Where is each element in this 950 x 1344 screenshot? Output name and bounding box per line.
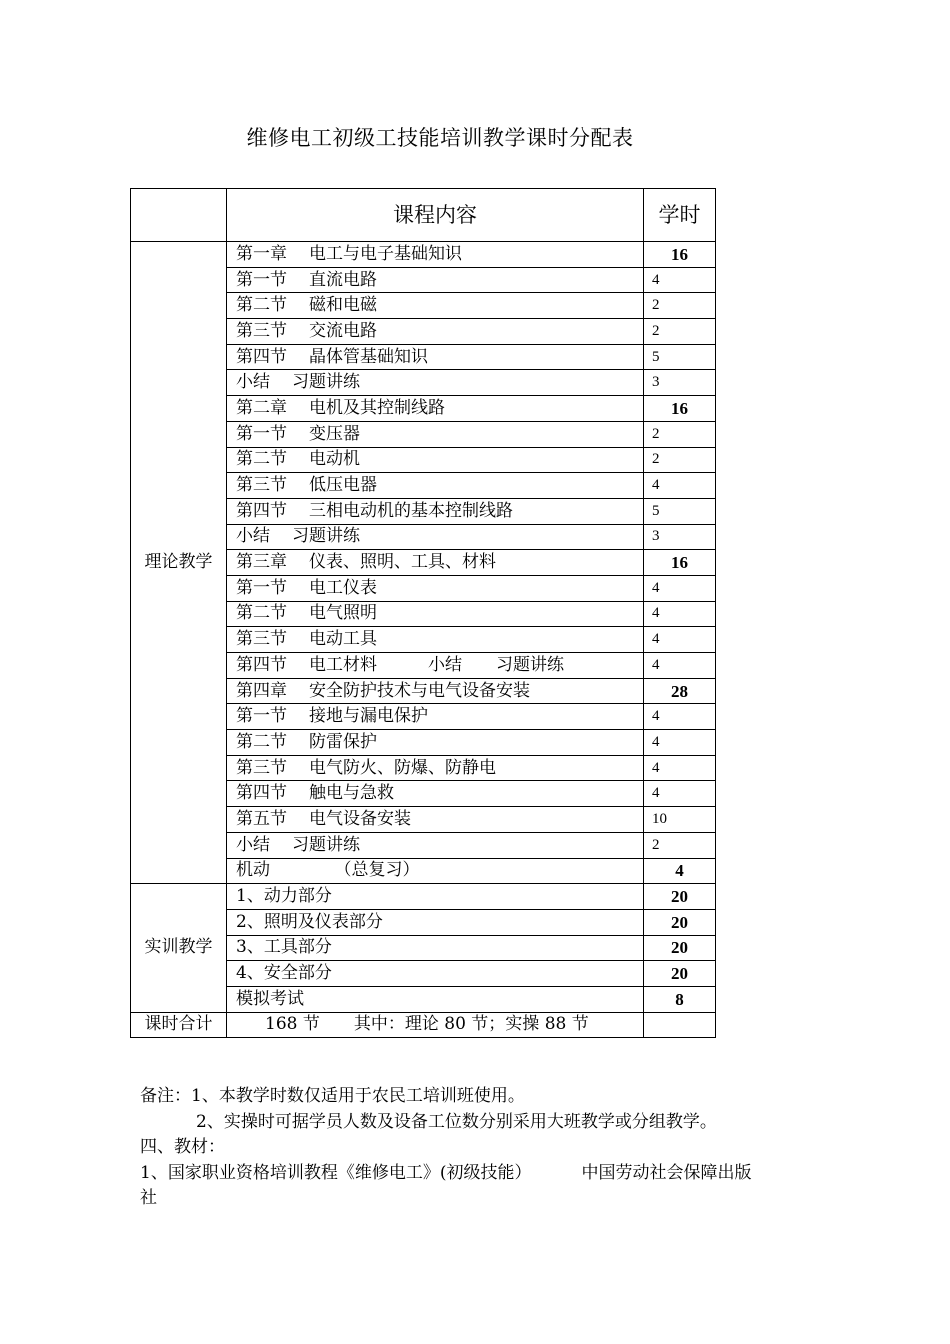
row-text: 触电与急救: [309, 783, 394, 804]
textbook-entry: [140, 1161, 830, 1187]
row-label: 第二节: [236, 295, 287, 316]
row-text: 电工材料 小结 习题讲练: [309, 654, 564, 675]
row-text: 接地与漏电保护: [309, 706, 428, 727]
hours-cell: 8: [644, 986, 716, 1012]
row-label: 第四节: [236, 654, 287, 675]
hours-cell: 4: [644, 473, 716, 499]
hours-cell: 2: [644, 421, 716, 447]
row-text: 电机及其控制线路: [309, 397, 445, 418]
hours-cell: 4: [644, 781, 716, 807]
header-hours-cell: 学时: [644, 189, 716, 242]
hours-cell: 2: [644, 319, 716, 345]
content-cell: [227, 319, 644, 345]
row-label: 第三章: [236, 552, 287, 573]
row-label: 第一节: [236, 423, 287, 444]
content-cell: [227, 832, 644, 858]
content-cell: [227, 498, 644, 524]
content-cell: [227, 807, 644, 833]
hours-cell: 2: [644, 293, 716, 319]
row-label: 第四节: [236, 783, 287, 804]
row-label: 第四节: [236, 500, 287, 521]
row-label: 小结: [236, 526, 270, 547]
content-cell: [227, 730, 644, 756]
hours-cell: 4: [644, 653, 716, 679]
row-label: 第四章: [236, 680, 287, 701]
row-text: 电工与电子基础知识: [309, 243, 462, 264]
hours-cell: 4: [644, 601, 716, 627]
row-text: 电动机: [309, 449, 360, 470]
content-cell: [227, 524, 644, 550]
hours-cell: 20: [644, 935, 716, 961]
textbook-publisher: 中国劳动社会保障出版: [581, 1162, 752, 1183]
header-content-cell: 课程内容: [227, 189, 644, 242]
row-label: 第三节: [236, 475, 287, 496]
total-row: [131, 1012, 716, 1038]
row-text: 仪表、照明、工具、材料: [309, 552, 496, 573]
row-label: 第一章: [236, 243, 287, 264]
hours-cell: 16: [644, 550, 716, 576]
row-label: 第三节: [236, 320, 287, 341]
content-cell: [227, 627, 644, 653]
content-cell: [227, 755, 644, 781]
content-cell: [227, 961, 644, 987]
hours-cell: 4: [644, 627, 716, 653]
hours-cell: 2: [644, 832, 716, 858]
note-line-2: 2、实操时可据学员人数及设备工位数分别采用大班教学或分组教学。: [196, 1111, 717, 1132]
row-label: 第三节: [236, 629, 287, 650]
note-line-1: 备注：1、本教学时数仅适用于农民工培训班使用。: [140, 1086, 525, 1106]
content-cell: [227, 909, 644, 935]
table-row: [131, 884, 716, 910]
content-cell: [227, 447, 644, 473]
category-cell: 理论教学: [131, 242, 227, 884]
row-text: 变压器: [309, 423, 360, 444]
hours-cell: 3: [644, 370, 716, 396]
row-label: 2、照明及仪表部分: [236, 911, 383, 932]
row-label: 第四节: [236, 346, 287, 367]
content-cell: [227, 678, 644, 704]
hours-cell: 4: [644, 730, 716, 756]
row-text: 防雷保护: [309, 731, 377, 752]
textbook-publisher-cont: 社: [140, 1188, 157, 1208]
content-cell: [227, 601, 644, 627]
table-row: [131, 242, 716, 268]
row-text: 习题讲练: [292, 526, 360, 547]
row-label: 3、工具部分: [236, 937, 332, 958]
content-cell: [227, 653, 644, 679]
notes-section: [140, 1084, 830, 1212]
row-text: （总复习）: [292, 860, 420, 881]
content-cell: [227, 858, 644, 884]
hours-cell: 16: [644, 242, 716, 268]
row-label: 第五节: [236, 808, 287, 829]
content-cell: [227, 421, 644, 447]
page-title: 维修电工初级工技能培训教学课时分配表: [246, 126, 634, 150]
row-label: 第一节: [236, 706, 287, 727]
category-cell: 实训教学: [131, 884, 227, 1012]
hours-cell: 28: [644, 678, 716, 704]
row-text: 习题讲练: [292, 834, 360, 855]
hours-cell: 10: [644, 807, 716, 833]
row-label: 第三节: [236, 757, 287, 778]
row-text: 电气防火、防爆、防静电: [309, 757, 496, 778]
header-category-cell: [131, 189, 227, 242]
row-label: 第二节: [236, 449, 287, 470]
row-text: 电动工具: [309, 629, 377, 650]
content-cell: [227, 704, 644, 730]
hours-cell: 16: [644, 396, 716, 422]
row-text: 习题讲练: [292, 372, 360, 393]
total-hours-cell: [644, 1012, 716, 1038]
total-content-cell: [227, 1012, 644, 1038]
content-cell: [227, 242, 644, 268]
content-cell: [227, 884, 644, 910]
hours-cell: 4: [644, 858, 716, 884]
content-cell: [227, 396, 644, 422]
row-label: 模拟考试: [236, 988, 304, 1009]
textbook-title: 1、国家职业资格培训教程《维修电工》(初级技能）: [140, 1162, 532, 1183]
hours-cell: 20: [644, 909, 716, 935]
hours-cell: 20: [644, 961, 716, 987]
table-header-row: [131, 189, 716, 242]
hours-cell: 4: [644, 755, 716, 781]
row-text: 安全防护技术与电气设备安装: [309, 680, 530, 701]
row-label: 第二章: [236, 397, 287, 418]
textbook-heading: 四、教材：: [140, 1137, 225, 1157]
content-cell: [227, 370, 644, 396]
row-label: 小结: [236, 372, 270, 393]
total-text: 168 节 其中：理论 80 节；实操 88 节: [265, 1014, 589, 1035]
content-cell: [227, 781, 644, 807]
row-label: 4、安全部分: [236, 963, 332, 984]
row-text: 电气照明: [309, 603, 377, 624]
row-label: 第二节: [236, 603, 287, 624]
content-cell: [227, 986, 644, 1012]
hours-cell: 4: [644, 704, 716, 730]
hours-cell: 4: [644, 575, 716, 601]
content-cell: [227, 575, 644, 601]
hours-cell: 5: [644, 498, 716, 524]
row-label: 机动: [236, 860, 270, 881]
content-cell: [227, 935, 644, 961]
content-cell: [227, 344, 644, 370]
row-text: 直流电路: [309, 269, 377, 290]
content-cell: [227, 267, 644, 293]
row-text: 交流电路: [309, 320, 377, 341]
hours-cell: 3: [644, 524, 716, 550]
hours-allocation-table: [130, 188, 716, 1038]
row-label: 第一节: [236, 577, 287, 598]
total-category-cell: 课时合计: [131, 1012, 227, 1038]
content-cell: [227, 293, 644, 319]
content-cell: [227, 550, 644, 576]
row-text: 低压电器: [309, 475, 377, 496]
row-label: 第二节: [236, 731, 287, 752]
row-text: 磁和电磁: [309, 295, 377, 316]
row-text: 晶体管基础知识: [309, 346, 428, 367]
hours-cell: 5: [644, 344, 716, 370]
row-text: 电工仪表: [309, 577, 377, 598]
row-text: 三相电动机的基本控制线路: [309, 500, 513, 521]
row-label: 1、动力部分: [236, 886, 332, 907]
row-text: 电气设备安装: [309, 808, 411, 829]
row-label: 小结: [236, 834, 270, 855]
hours-cell: 20: [644, 884, 716, 910]
hours-cell: 4: [644, 267, 716, 293]
row-label: 第一节: [236, 269, 287, 290]
content-cell: [227, 473, 644, 499]
hours-cell: 2: [644, 447, 716, 473]
